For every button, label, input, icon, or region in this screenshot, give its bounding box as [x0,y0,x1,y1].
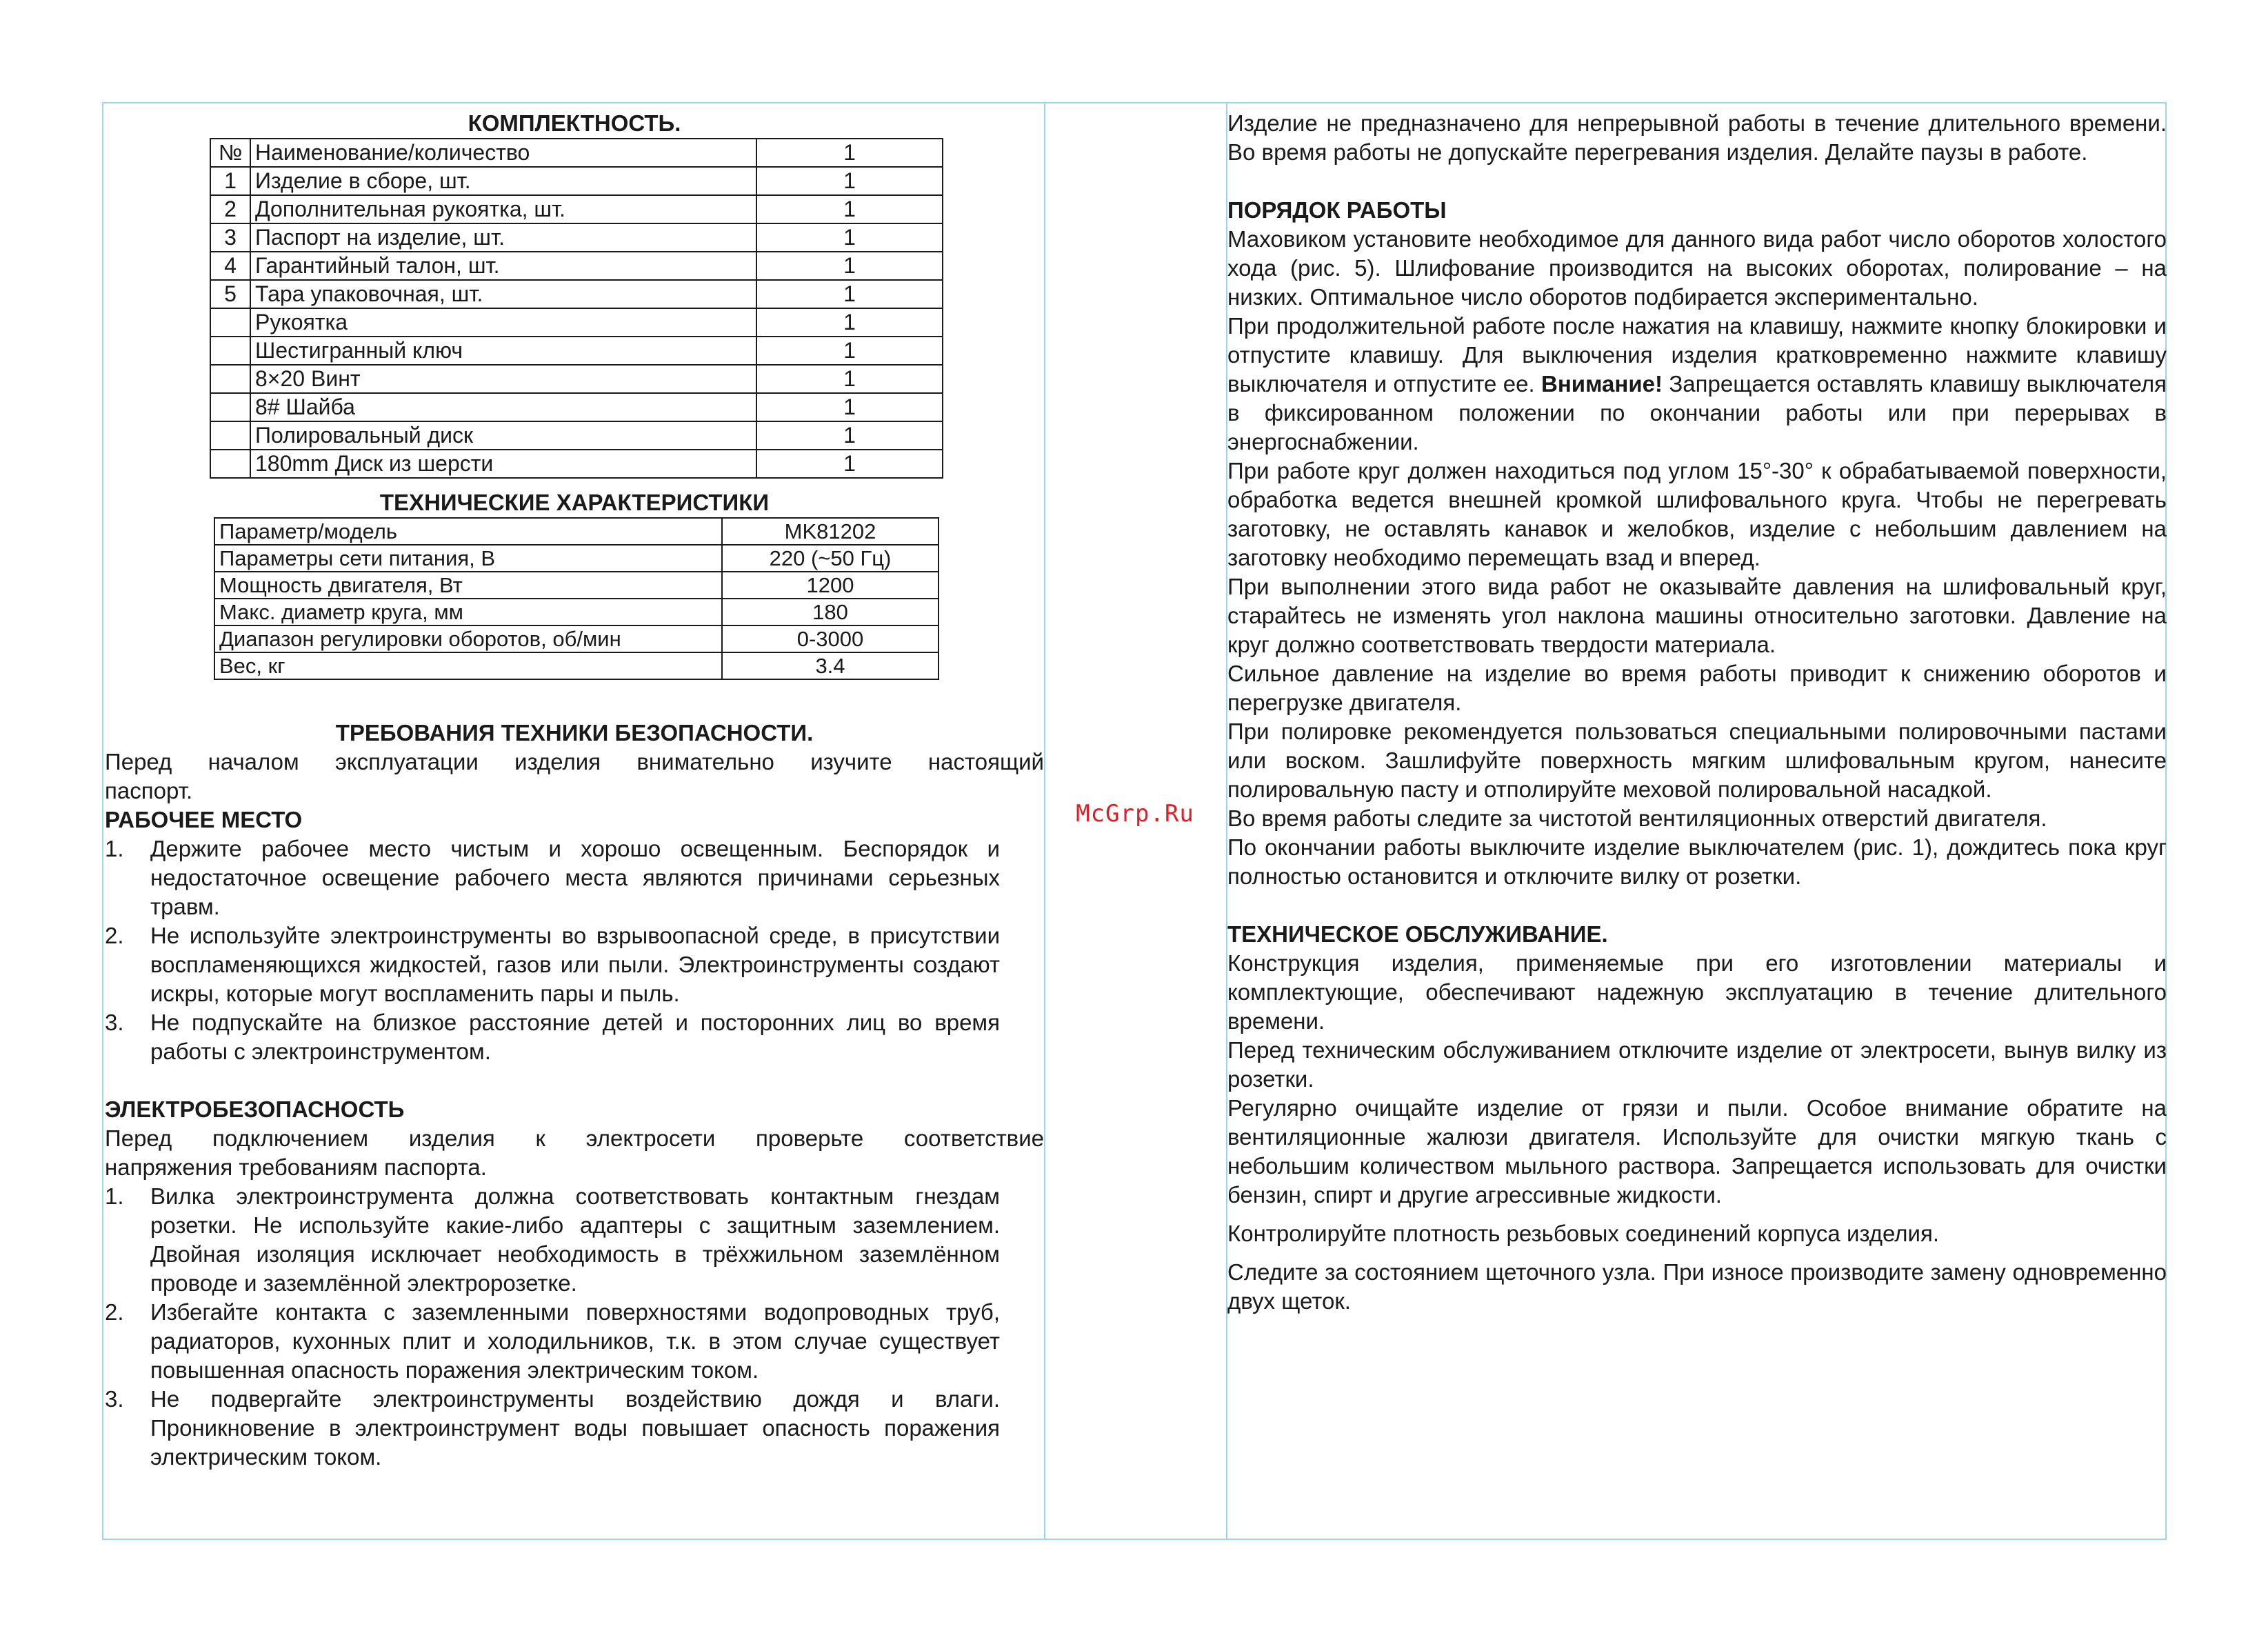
kit-cell-qty: 1 [756,337,943,365]
kit-cell-name: Дополнительная рукоятка, шт. [250,195,756,223]
kit-cell-name: Полировальный диск [250,421,756,450]
service-paragraph-3: Регулярно очищайте изделие от грязи и пыли. Особое внимание обратите на вентиляционные жалюзи двигателя. Используйте для очистки мягкую ткань с небольшим количеством мыльного раствора. Запрещается использовать для очистки бензин, спирт и другие агрессивные жидкости. [1227,1095,2167,1208]
kit-cell-num [210,337,250,365]
kit-table-row [210,393,943,421]
kit-table-row [210,421,943,450]
kit-table-row [210,167,943,195]
procedure-paragraph-2-text-b: Запрещается оставлять клавишу выключателя в фиксированном положении по окончании работы или при перерывах в энергоснабжении. [1227,371,2167,454]
spec-title: ТЕХНИЧЕСКИЕ ХАРАКТЕРИСТИКИ [379,490,770,515]
spec-table-row [214,545,939,572]
service-paragraph-1: Конструкция изделия, применяемые при его изготовлении материалы и комплектующие, обеспечивают надежную эксплуатацию в течение длительного времени. [1227,950,2167,1034]
list-item-number: 2. [105,923,124,948]
service-paragraph-5: Следите за состоянием щеточного узла. При износе производите замену одновременно двух щеток. [1227,1259,2167,1314]
spec-table-row [214,572,939,599]
spec-cell-param: Вес, кг [214,652,722,679]
document-sheet [102,102,2167,1540]
list-item [105,1385,1044,1472]
kit-cell-name: Паспорт на изделие, шт. [250,223,756,252]
list-item-number: 1. [105,1183,124,1209]
spec-table-row [214,599,939,625]
procedure-paragraph-8: По окончании работы выключите изделие выключателем (рис. 1), дождитесь пока круг полностью остановится и отключите вилку от розетки. [1227,834,2167,889]
kit-cell-name: Шестигранный ключ [250,337,756,365]
kit-table-header [210,139,943,167]
kit-cell-name: Тара упаковочная, шт. [250,280,756,308]
kit-cell-qty: 1 [756,393,943,421]
kit-cell-name: Гарантийный талон, шт. [250,252,756,280]
spec-cell-value: 0-3000 [722,625,939,652]
list-item [105,1008,1044,1066]
kit-cell-num: 3 [210,223,250,252]
kit-cell-num: 1 [210,167,250,195]
kit-cell-qty: 1 [756,280,943,308]
kit-table-row [210,223,943,252]
safety-intro-line-2: паспорт. [105,778,193,803]
list-item-text: Не подпускайте на близкое расстояние детей и посторонних лиц во время работы с электроинструментом. [150,1010,1000,1064]
spec-cell-value: MK81202 [722,518,939,545]
procedure-title: ПОРЯДОК РАБОТЫ [1227,197,1447,223]
kit-cell-qty: 1 [756,223,943,252]
safety-title: ТРЕБОВАНИЯ ТЕХНИКИ БЕЗОПАСНОСТИ. [335,720,814,745]
list-item [105,1298,1044,1385]
kit-table-row [210,252,943,280]
list-item-text: Вилка электроинструмента должна соответствовать контактным гнездам розетки. Не используйте какие-либо адаптеры с защитным заземлением. Двойная изоляция исключает необходимость в трёхжильном заземлённом проводе и заземлённой электророзетке. [150,1183,1000,1296]
list-item-number: 1. [105,836,124,861]
kit-cell-qty: 1 [756,167,943,195]
kit-cell-num [210,393,250,421]
list-item-text: Не используйте электроинструменты во взрывоопасной среде, в присутствии воспламеняющихся жидкостей, газов или пыли. Электроинструменты создают искры, которые могут воспламенить пары и пыль. [150,923,1000,1006]
procedure-paragraph-3: При работе круг должен находиться под углом 15°-30° к обрабатываемой поверхности, обработка ведется внешней кромкой шлифовального круга. Чтобы не перегревать заготовку, не оставлять канавок и желобков, изделие с небольшим давлением на заготовку необходимо перемещать взад и вперед. [1227,458,2167,570]
kit-cell-qty: 1 [756,450,943,478]
kit-cell-num: 5 [210,280,250,308]
procedure-paragraph-6: При полировке рекомендуется пользоваться специальными полировочными пастами или воском. Зашлифуйте поверхность мягким шлифовальным кругом, нанесите полировальную пасту и отполируйте меховой полировальной насадкой. [1227,719,2167,802]
spec-cell-value: 180 [722,599,939,625]
kit-table-row [210,450,943,478]
list-item [105,921,1044,1008]
kit-cell-num [210,365,250,393]
attention-label: Внимание! [1541,371,1663,397]
spec-table-row [214,652,939,679]
list-item-number: 3. [105,1010,124,1035]
kit-header-name: Наименование/количество [250,139,756,167]
list-item-text: Избегайте контакта с заземленными поверхностями водопроводных труб, радиаторов, кухонных плит и холодильников, т.к. в этом случае существует повышенная опасность поражения электрическим током. [150,1299,1000,1383]
kit-cell-name: 8# Шайба [250,393,756,421]
spec-cell-param: Диапазон регулировки оборотов, об/мин [214,625,722,652]
workplace-title: РАБОЧЕЕ МЕСТО [105,807,303,832]
list-item-text: Не подвергайте электроинструменты воздействию дождя и влаги. Проникновение в электроинструмент воды повышает опасность поражения электрическим током. [150,1386,1000,1470]
spec-cell-param: Параметры сети питания, В [214,545,722,572]
service-paragraph-2: Перед техническим обслуживанием отключите изделие от электросети, вынув вилку из розетки. [1227,1037,2167,1092]
spec-cell-value: 1200 [722,572,939,599]
kit-cell-qty: 1 [756,195,943,223]
kit-cell-qty: 1 [756,421,943,450]
safety-intro-line-1: Перед началом эксплуатации изделия внимательно изучите настоящий [105,749,1044,774]
electric-list [105,1182,1044,1472]
kit-cell-name: Изделие в сборе, шт. [250,167,756,195]
intro-paragraph: Изделие не предназначено для непрерывной работы в течение длительного времени. Во время работы не допускайте перегревания изделия. Делайте паузы в работе. [1227,110,2167,165]
kit-table-row [210,337,943,365]
spec-cell-param: Параметр/модель [214,518,722,545]
kit-cell-qty: 1 [756,308,943,337]
kit-table-row [210,308,943,337]
service-paragraph-4: Контролируйте плотность резьбовых соединений корпуса изделия. [1227,1221,1940,1246]
procedure-paragraph-1: Маховиком установите необходимое для данного вида работ число оборотов холостого хода (рис. 5). Шлифование производится на высоких оборотах, полирование – на низких. Оптимальное число оборотов подбирается экспериментально. [1227,226,2167,310]
kit-cell-name: 8×20 Винт [250,365,756,393]
right-column [1227,109,2167,1316]
kit-cell-num [210,308,250,337]
kit-header-num: № [210,139,250,167]
procedure-paragraph-5: Сильное давление на изделие во время работы приводит к снижению оборотов и перегрузке двигателя. [1227,661,2167,715]
watermark-text: McGrp.Ru [1076,800,1194,828]
list-item-number: 2. [105,1299,124,1325]
left-column [105,109,1044,1472]
kit-cell-num [210,450,250,478]
electric-intro-line-2: напряжения требованиям паспорта. [105,1154,487,1180]
procedure-paragraph-4: При выполнении этого вида работ не оказывайте давления на шлифовальный круг, старайтесь не изменять угол наклона машины относительно заготовки. Давление на круг должно соответствовать твердости материала. [1227,574,2167,657]
kit-title: КОМПЛЕКТНОСТЬ. [468,110,681,136]
kit-cell-qty: 1 [756,252,943,280]
procedure-paragraph-7: Во время работы следите за чистотой вентиляционных отверстий двигателя. [1227,805,2047,831]
spec-table [214,517,939,680]
procedure-paragraph-2-text-a: При продолжительной работе после нажатия на клавишу, нажмите кнопку блокировки и отпустите клавишу. Для выключения изделия кратковременно нажмите клавишу выключателя и отпустите ее. [1227,313,2167,397]
kit-cell-qty: 1 [756,365,943,393]
kit-table-row [210,280,943,308]
workplace-list [105,834,1044,1066]
list-item [105,1182,1044,1298]
service-title: ТЕХНИЧЕСКОЕ ОБСЛУЖИВАНИЕ. [1227,921,1608,947]
spec-table-row [214,625,939,652]
kit-cell-name: 180mm Диск из шерсти [250,450,756,478]
spec-cell-value: 3.4 [722,652,939,679]
list-item-text: Держите рабочее место чистым и хорошо освещенным. Беспорядок и недостаточное освещение рабочего места являются причинами серьезных травм. [150,836,1000,919]
kit-cell-name: Рукоятка [250,308,756,337]
spec-cell-value: 220 (~50 Гц) [722,545,939,572]
list-item [105,834,1044,921]
kit-table [210,138,943,479]
kit-cell-num [210,421,250,450]
kit-header-qty: 1 [756,139,943,167]
electric-intro-line-1: Перед подключением изделия к электросети проверьте соответствие [105,1125,1044,1151]
kit-table-row [210,365,943,393]
electric-title: ЭЛЕКТРОБЕЗОПАСНОСТЬ [105,1097,405,1122]
kit-cell-num: 2 [210,195,250,223]
spec-cell-param: Мощность двигателя, Вт [214,572,722,599]
procedure-paragraph-2 [1227,312,2167,457]
watermark-area [1045,800,1225,828]
kit-cell-num: 4 [210,252,250,280]
spec-cell-param: Макс. диаметр круга, мм [214,599,722,625]
kit-table-row [210,195,943,223]
spec-table-row [214,518,939,545]
list-item-number: 3. [105,1386,124,1412]
